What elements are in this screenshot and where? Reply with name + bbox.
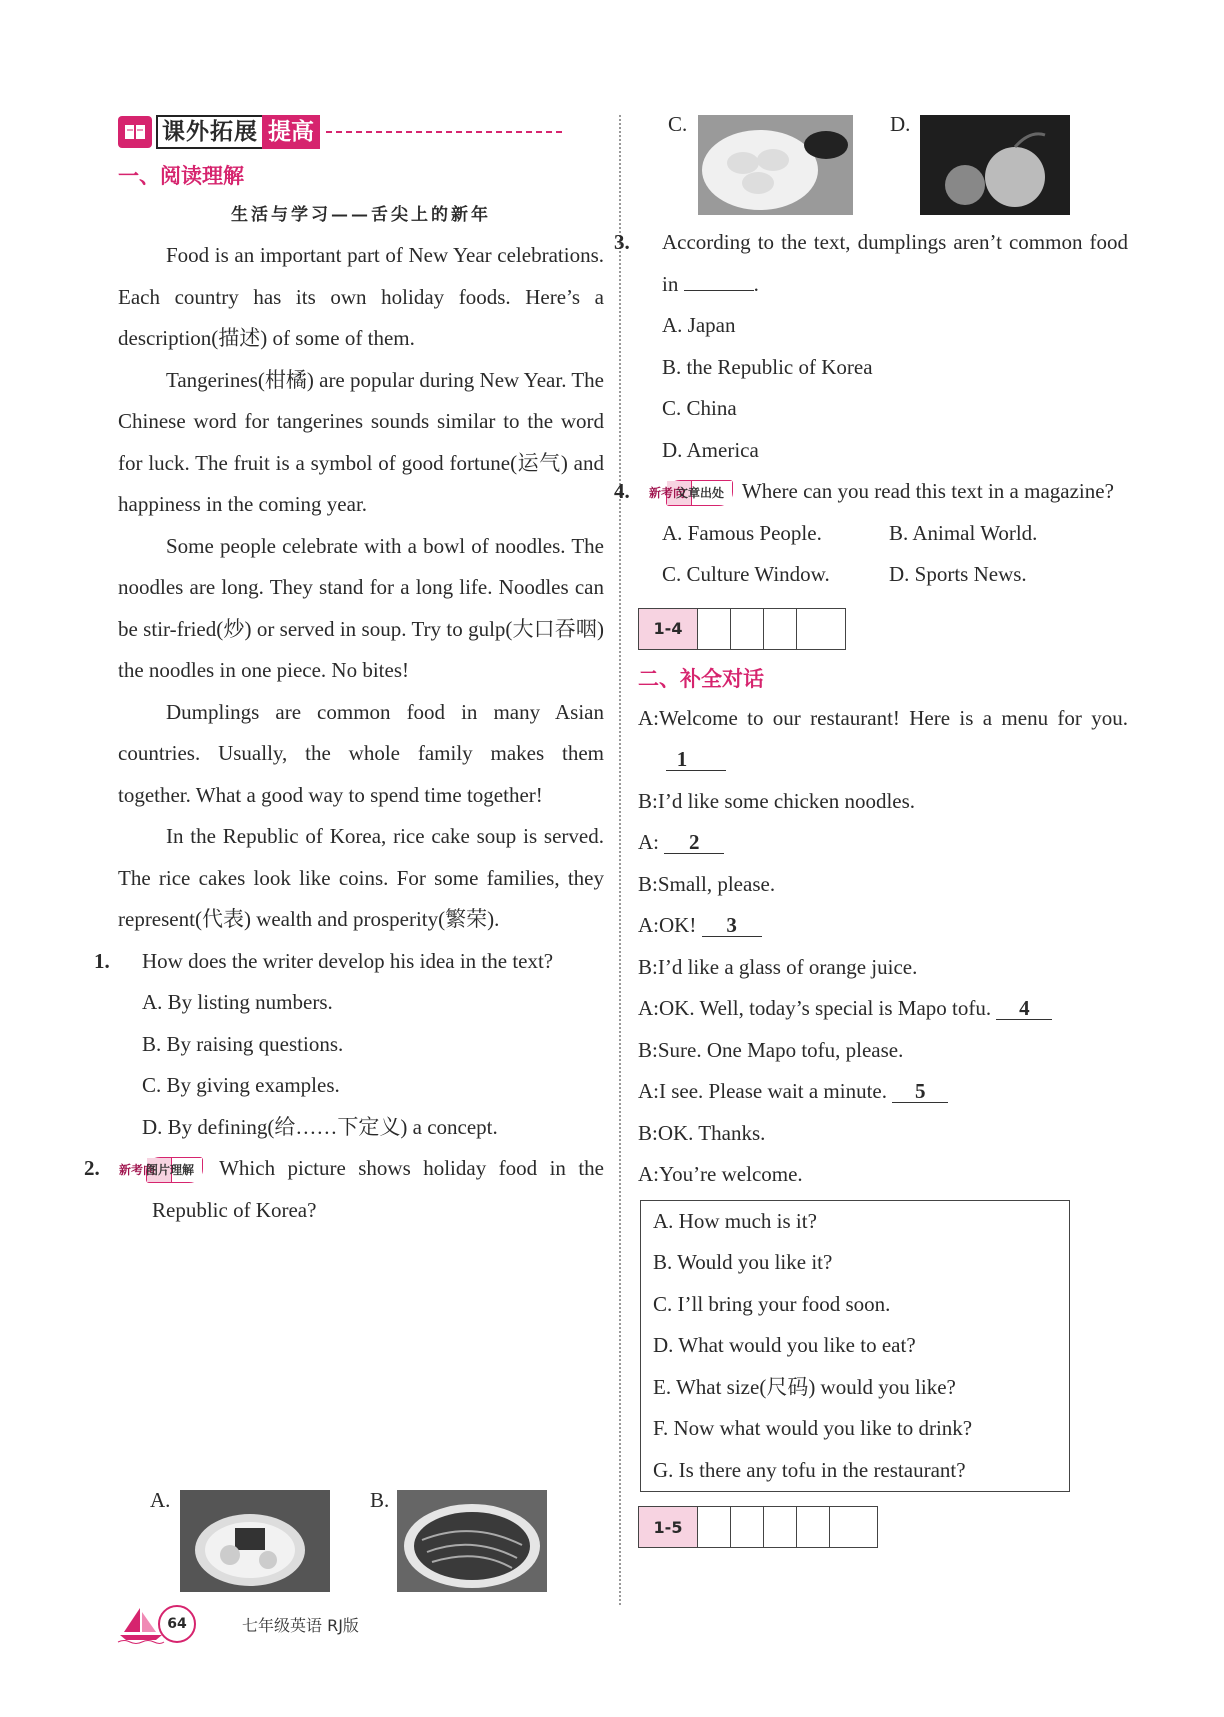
dialogue-blank[interactable]: 5: [892, 1080, 948, 1103]
dialogue-line: A: 2: [638, 822, 1128, 864]
picture-label-b: B.: [370, 1488, 390, 1512]
header-dash-line: [326, 131, 562, 133]
footer-book-title: 七年级英语 RJ版: [242, 1615, 359, 1635]
dialogue-line: A:I see. Please wait a minute. 5: [638, 1071, 1128, 1113]
section-header: [118, 115, 562, 149]
right-column: [614, 222, 1128, 1548]
option[interactable]: D. By defining(给……下定义) a concept.: [142, 1114, 498, 1139]
option[interactable]: D. Sports News.: [889, 562, 1027, 586]
answer-cell[interactable]: [698, 1507, 731, 1547]
option[interactable]: D. America: [662, 437, 759, 462]
dialogue-line: B:I’d like some chicken noodles.: [638, 788, 916, 813]
article-title: 生活与学习——舌尖上的新年: [231, 205, 491, 225]
question-text: Where can you read this text in a magazine?: [741, 479, 1114, 503]
answer-box-label: 1-4: [639, 609, 698, 649]
option[interactable]: B. Animal World.: [889, 520, 1038, 545]
choice-item[interactable]: E. What size(尺码) would you like?: [653, 1374, 956, 1399]
answer-box-1-4: [638, 608, 846, 650]
option[interactable]: A. By listing numbers.: [142, 990, 333, 1014]
question-number: 3.: [614, 230, 630, 254]
answer-cell[interactable]: [797, 609, 829, 649]
answer-box-1-5: [638, 1506, 878, 1548]
picture-a-rice-cake-soup[interactable]: [180, 1490, 330, 1592]
reading-heading: 一、阅读理解: [118, 164, 244, 188]
article-paragraph: Some people celebrate with a bowl of noodles. The noodles are long. They stand for a long life. Noodles can be stir-fried(炒) or served in soup. Try to gulp(大口吞咽) the noodles in one piece. No bites!: [118, 533, 604, 682]
answer-cell[interactable]: [698, 609, 731, 649]
question-text: Which picture shows holiday food in the Republic of Korea?: [152, 1156, 605, 1222]
question-tag: 新考向 文章出处: [666, 480, 733, 506]
article-paragraph: Dumplings are common food in many Asian countries. Usually, the whole family makes them together. What a good way to spend time together!: [118, 699, 604, 807]
option[interactable]: B. By raising questions.: [142, 1031, 344, 1056]
picture-d-tangerines[interactable]: [920, 115, 1070, 215]
question-tag: 新考向 图片理解: [146, 1157, 203, 1183]
question-1: [94, 941, 604, 983]
question-number: 1.: [94, 948, 110, 973]
answer-cell[interactable]: [830, 1507, 862, 1547]
column-divider: [619, 115, 621, 1605]
option[interactable]: C. China: [662, 396, 737, 420]
question-4: [614, 471, 1128, 513]
choice-box: [640, 1200, 1070, 1493]
dialogue-line: B:I’d like a glass of orange juice.: [638, 954, 918, 979]
choice-item[interactable]: A. How much is it?: [653, 1208, 817, 1233]
dialogue-line: B:OK. Thanks.: [638, 1120, 766, 1145]
answer-cell[interactable]: [731, 1507, 764, 1547]
dialogue-blank[interactable]: 4: [996, 997, 1052, 1020]
question-text: According to the text, dumplings aren’t common food in: [662, 230, 1128, 296]
answer-box-label: 1-5: [639, 1507, 698, 1547]
dialogue-blank[interactable]: 2: [664, 831, 724, 854]
option-row: [638, 554, 1128, 596]
choice-item[interactable]: B. Would you like it?: [653, 1250, 833, 1274]
dialogue-blank[interactable]: 1: [666, 748, 726, 771]
book-icon: [118, 116, 152, 148]
choice-item[interactable]: F. Now what would you like to drink?: [653, 1416, 973, 1440]
picture-b-noodles[interactable]: [397, 1490, 547, 1592]
picture-label-a: A.: [150, 1488, 171, 1512]
answer-cell[interactable]: [764, 609, 797, 649]
header-accent: 提高: [262, 115, 320, 149]
page-number: 64: [158, 1605, 196, 1643]
picture-label-c: C.: [668, 112, 688, 136]
dialogue-line: B:Small, please.: [638, 871, 776, 896]
answer-cell[interactable]: [797, 1507, 830, 1547]
dialogue-blank[interactable]: 3: [702, 914, 762, 937]
left-column: [84, 157, 605, 1231]
article-paragraph: In the Republic of Korea, rice cake soup is served. The rice cakes look like coins. For some families, they represent(代表) wealth and prosperity(繁荣).: [118, 824, 604, 931]
dialogue-heading: 二、补全对话: [638, 666, 764, 691]
answer-cell[interactable]: [764, 1507, 797, 1547]
header-title: 课外拓展: [156, 115, 262, 149]
answer-blank[interactable]: [684, 290, 754, 291]
dialogue-line: B:Sure. One Mapo tofu, please.: [638, 1037, 904, 1062]
choice-item[interactable]: C. I’ll bring your food soon.: [653, 1291, 891, 1316]
choice-item[interactable]: G. Is there any tofu in the restaurant?: [653, 1457, 966, 1482]
option-row: [638, 513, 1128, 555]
article-paragraph: Food is an important part of New Year celebrations. Each country has its own holiday foods. Here’s a description(描述) of some of them.: [118, 243, 604, 350]
option[interactable]: B. the Republic of Korea: [662, 354, 873, 379]
dialogue-line: A:Welcome to our restaurant! Here is a menu for you. 1: [638, 705, 1128, 771]
question-3: 3. According to the text, dumplings aren’t common food in .: [638, 222, 1128, 305]
question-text: How does the writer develop his idea in the text?: [142, 948, 554, 973]
dialogue-line: A:OK. Well, today’s special is Mapo tofu. 4: [638, 988, 1128, 1030]
question-number: 2.: [84, 1156, 100, 1180]
question-number: 4.: [614, 479, 630, 503]
option[interactable]: A. Famous People.: [662, 520, 822, 545]
option[interactable]: C. By giving examples.: [142, 1073, 340, 1097]
dialogue-line: A:OK! 3: [638, 905, 1128, 947]
dialogue-line: A:You’re welcome.: [638, 1162, 803, 1186]
picture-label-d: D.: [890, 112, 911, 136]
page-footer: [118, 1604, 359, 1644]
article-paragraph: Tangerines(柑橘) are popular during New Year. The Chinese word for tangerines sounds similar to the word for luck. The fruit is a symbol of good fortune(运气) and happiness in the coming year.: [118, 367, 604, 516]
option[interactable]: A. Japan: [662, 313, 736, 337]
answer-cell[interactable]: [731, 609, 764, 649]
option[interactable]: C. Culture Window.: [662, 562, 830, 586]
choice-item[interactable]: D. What would you like to eat?: [653, 1333, 916, 1357]
question-2: [84, 1148, 605, 1231]
picture-c-dumplings[interactable]: [698, 115, 853, 215]
